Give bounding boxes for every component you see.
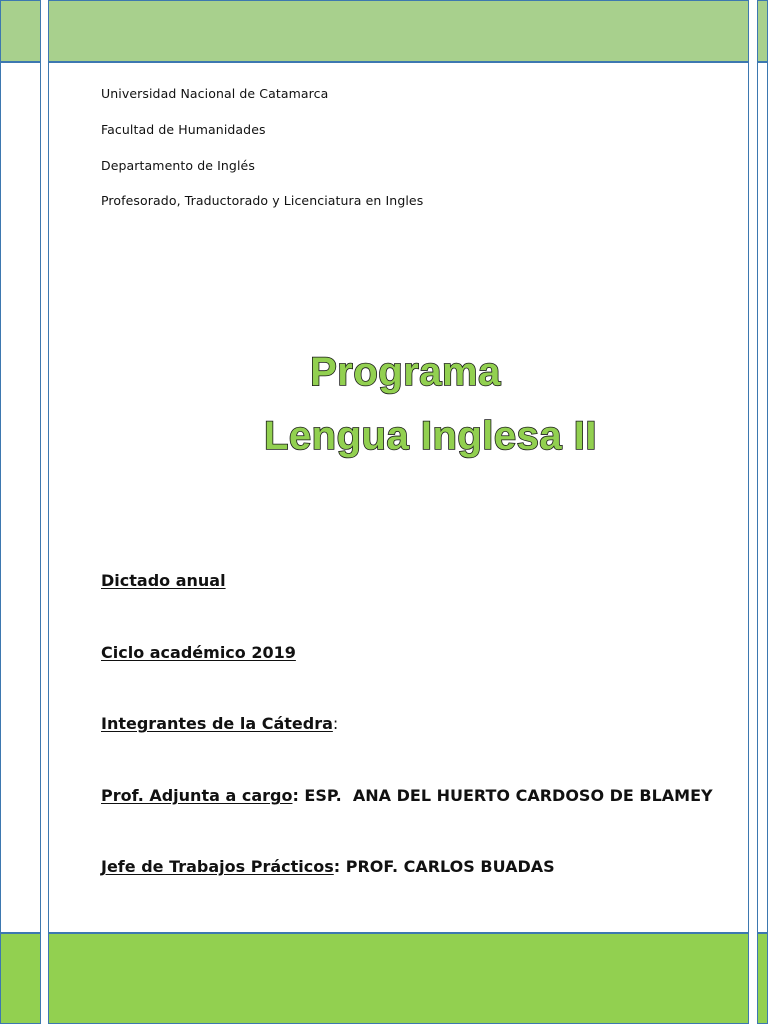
left-top-band [0,0,41,62]
university-name: Universidad Nacional de Catamarca [101,86,329,101]
department-name: Departamento de Inglés [101,158,255,173]
dictado-text: Dictado anual [101,571,226,590]
right-margin-strip [757,62,768,933]
integrantes-label: Integrantes de la Cátedra [101,714,333,733]
integrantes-line [101,714,338,733]
integrantes-colon: : [332,714,339,733]
adjunta-value: : ESP. ANA DEL HUERTO CARDOSO DE BLAMEY [292,786,713,805]
dictado-line [101,571,226,590]
top-band [48,0,749,62]
adjunta-line [101,786,713,805]
ciclo-line [101,643,296,662]
adjunta-label: Prof. Adjunta a cargo [101,786,293,805]
document-title-line-1 [48,350,749,395]
right-bottom-band [757,933,768,1024]
title-programa: Programa [310,350,501,394]
jefe-value: : PROF. CARLOS BUADAS [333,857,555,876]
title-subject: Lengua Inglesa II [263,414,597,458]
bottom-band [48,933,749,1024]
ciclo-text: Ciclo académico 2019 [101,643,296,662]
left-margin-strip [0,62,41,933]
programs-line: Profesorado, Traductorado y Licenciatura en Ingles [101,193,424,208]
document-title-line-2 [48,414,749,459]
faculty-name: Facultad de Humanidades [101,122,266,137]
left-bottom-band [0,933,41,1024]
right-top-band [757,0,768,62]
jefe-line [101,857,555,876]
jefe-label: Jefe de Trabajos Prácticos [101,857,334,876]
